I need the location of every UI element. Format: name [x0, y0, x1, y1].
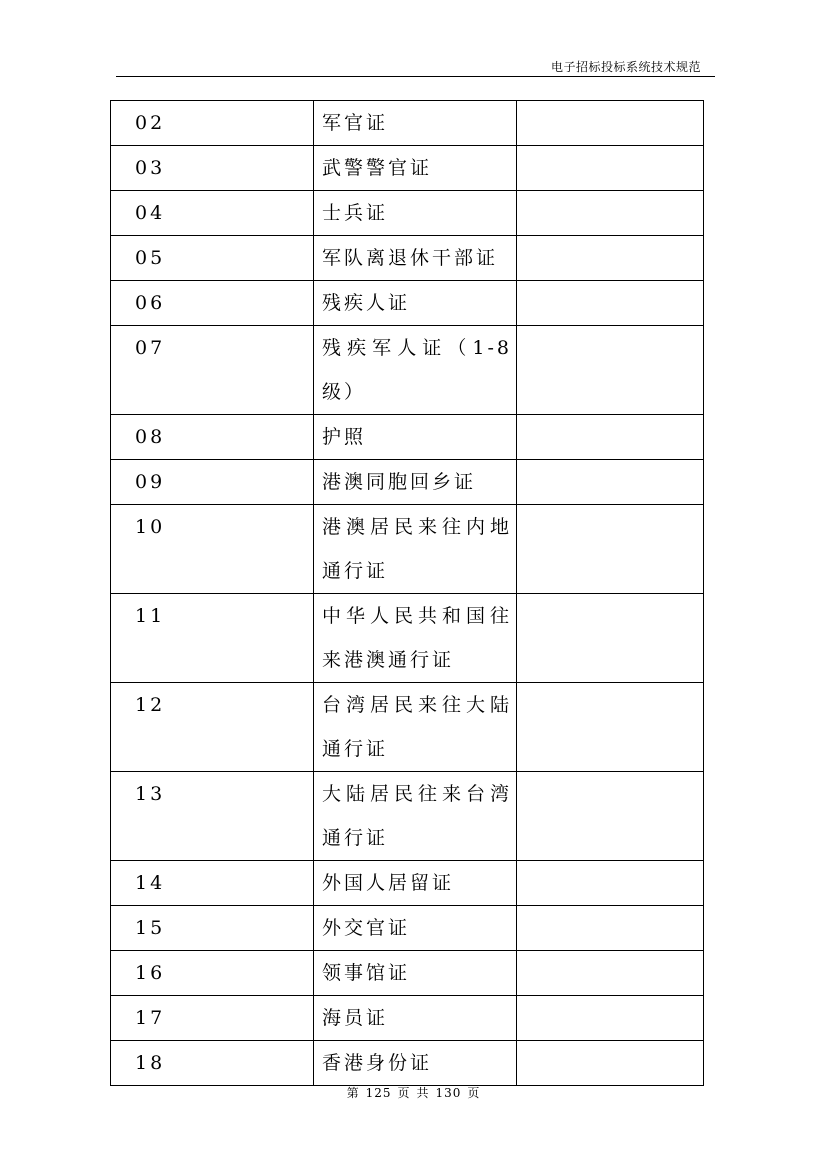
footer-prefix: 第: [346, 1086, 360, 1100]
code-cell: 12: [111, 683, 314, 772]
code-cell: 05: [111, 236, 314, 281]
name-cell: 武警警官证: [314, 146, 517, 191]
name-cell: 残疾军人证（1-8级）: [314, 326, 517, 415]
table-row: [111, 236, 704, 281]
footer-total-unit: 页: [467, 1086, 481, 1100]
note-cell: [517, 415, 704, 460]
note-cell: [517, 951, 704, 996]
table-row: [111, 996, 704, 1041]
table-row: [111, 906, 704, 951]
note-cell: [517, 281, 704, 326]
note-cell: [517, 505, 704, 594]
name-cell: 大陆居民往来台湾通行证: [314, 772, 517, 861]
running-header-title: 电子招标投标系统技术规范: [550, 60, 701, 74]
note-cell: [517, 906, 704, 951]
header-divider: [116, 76, 715, 77]
note-cell: [517, 191, 704, 236]
table-row: [111, 1041, 704, 1086]
name-cell: 领事馆证: [314, 951, 517, 996]
name-cell: 外国人居留证: [314, 861, 517, 906]
code-cell: 13: [111, 772, 314, 861]
code-cell: 17: [111, 996, 314, 1041]
table-row: [111, 326, 704, 415]
note-cell: [517, 772, 704, 861]
name-cell: 港澳同胞回乡证: [314, 460, 517, 505]
code-cell: 06: [111, 281, 314, 326]
footer-page-unit: 页: [397, 1086, 411, 1100]
table-row: [111, 772, 704, 861]
code-cell: 03: [111, 146, 314, 191]
note-cell: [517, 683, 704, 772]
name-cell: 外交官证: [314, 906, 517, 951]
code-cell: 02: [111, 101, 314, 146]
code-cell: 14: [111, 861, 314, 906]
note-cell: [517, 594, 704, 683]
code-cell: 15: [111, 906, 314, 951]
note-cell: [517, 146, 704, 191]
note-cell: [517, 326, 704, 415]
footer-page-number: 125: [365, 1086, 392, 1100]
code-cell: 18: [111, 1041, 314, 1086]
name-cell: 残疾人证: [314, 281, 517, 326]
name-cell: 中华人民共和国往来港澳通行证: [314, 594, 517, 683]
code-cell: 04: [111, 191, 314, 236]
id-document-code-table: [110, 100, 704, 1086]
note-cell: [517, 996, 704, 1041]
name-cell: 军队离退休干部证: [314, 236, 517, 281]
table-row: [111, 460, 704, 505]
code-cell: 11: [111, 594, 314, 683]
name-cell: 军官证: [314, 101, 517, 146]
table-row: [111, 146, 704, 191]
name-cell: 香港身份证: [314, 1041, 517, 1086]
code-cell: 08: [111, 415, 314, 460]
table-row: [111, 101, 704, 146]
table-row: [111, 861, 704, 906]
code-cell: 07: [111, 326, 314, 415]
note-cell: [517, 101, 704, 146]
table-row: [111, 951, 704, 996]
note-cell: [517, 1041, 704, 1086]
code-cell: 09: [111, 460, 314, 505]
note-cell: [517, 861, 704, 906]
name-cell: 台湾居民来往大陆通行证: [314, 683, 517, 772]
table-row: [111, 191, 704, 236]
table-row: [111, 594, 704, 683]
code-cell: 10: [111, 505, 314, 594]
footer-total-pages: 130: [435, 1086, 462, 1100]
name-cell: 海员证: [314, 996, 517, 1041]
name-cell: 港澳居民来往内地通行证: [314, 505, 517, 594]
table-row: [111, 281, 704, 326]
note-cell: [517, 236, 704, 281]
footer-total-label: 共: [416, 1086, 430, 1100]
table-row: [111, 415, 704, 460]
note-cell: [517, 460, 704, 505]
name-cell: 士兵证: [314, 191, 517, 236]
table-row: [111, 505, 704, 594]
page-number-footer: [0, 1084, 827, 1101]
table-row: [111, 683, 704, 772]
code-cell: 16: [111, 951, 314, 996]
name-cell: 护照: [314, 415, 517, 460]
